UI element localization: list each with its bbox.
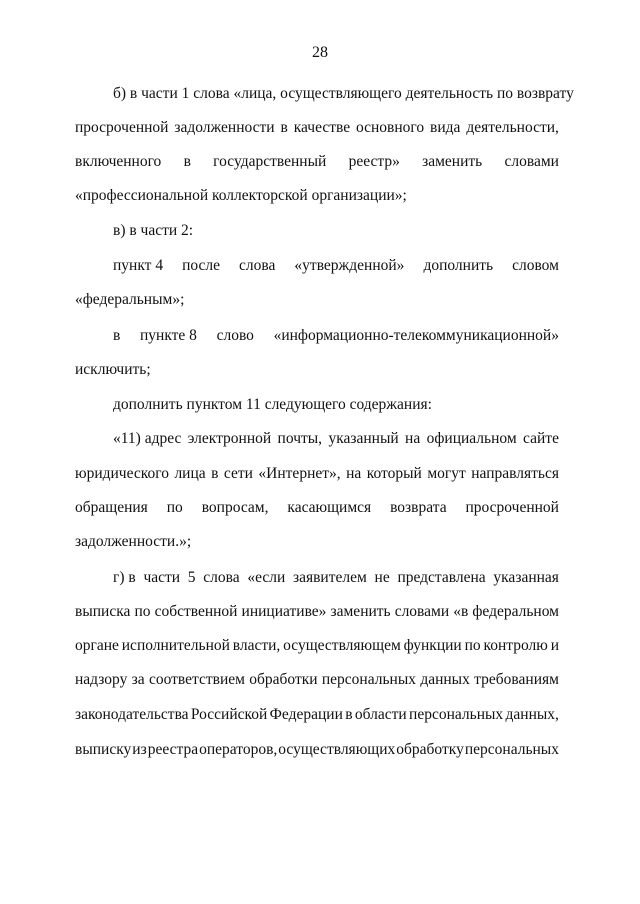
word: возврата [390, 499, 447, 516]
word: направляться [471, 465, 559, 482]
word: не [374, 569, 390, 586]
text-line-15 [113, 568, 559, 588]
word: заменить [330, 603, 391, 620]
word: надзору [75, 671, 128, 688]
text-line-10: дополнить пунктом 11 следующего содержания: [113, 396, 432, 413]
word: словами [394, 603, 450, 620]
word: «утвержденной» [294, 257, 405, 274]
word: инициативе» [241, 603, 327, 620]
word: «11) адрес [113, 430, 182, 447]
word: просроченной [465, 499, 559, 516]
word: качестве [293, 119, 351, 136]
text-line-16 [75, 602, 559, 622]
word: «Интернет», [258, 465, 341, 482]
word: словами [504, 153, 559, 170]
text-line-6 [113, 256, 559, 276]
text-line-8 [113, 326, 559, 346]
word: указанная [493, 569, 559, 586]
word: части [143, 569, 181, 586]
word: обработки [249, 671, 318, 688]
word: словом [512, 257, 559, 274]
word: и [550, 637, 559, 654]
word: заявителем [292, 569, 367, 586]
word: по [134, 603, 151, 620]
text-line-1: б) в части 1 слова «лица, осуществляющего деятельность по возврату [113, 85, 574, 102]
word: могут [427, 465, 466, 482]
word: в [280, 119, 288, 136]
word: после [182, 257, 221, 274]
word: слова [239, 257, 276, 274]
word: осуществляющих [278, 741, 396, 758]
text-line-5: в) в части 2: [113, 222, 194, 239]
word: обработку [396, 741, 464, 758]
word: пункте 8 [139, 327, 197, 344]
word: требованиям [474, 671, 559, 688]
word: в [211, 465, 219, 482]
word: «в [453, 603, 469, 620]
word: лица [174, 465, 206, 482]
word: соответствием [148, 671, 245, 688]
word: выписку [75, 741, 132, 758]
word: представлена [397, 569, 486, 586]
text-line-12 [75, 464, 559, 484]
word: на [405, 430, 421, 447]
word: персональных [409, 706, 504, 723]
text-line-20 [75, 740, 559, 760]
text-line-9: исключить; [75, 361, 151, 378]
word: Российской [190, 706, 268, 723]
word: дополнить [423, 257, 494, 274]
word: г) в [113, 569, 136, 586]
word: включенного [75, 153, 162, 170]
text-line-17 [75, 636, 559, 656]
word: осуществляющем [283, 637, 401, 654]
word: просроченной [75, 119, 169, 136]
text-line-7: «федеральным»; [75, 291, 185, 308]
word: указанный [328, 430, 399, 447]
word: вида [430, 119, 461, 136]
text-line-3 [75, 152, 559, 172]
word: на [346, 465, 362, 482]
word: данных, [505, 706, 559, 723]
word: основного [356, 119, 425, 136]
word: слово [216, 327, 254, 344]
word: деятельности, [466, 119, 559, 136]
word: по [464, 637, 481, 654]
word: из [132, 741, 147, 758]
word: в [183, 153, 191, 170]
word: реестр» [348, 153, 400, 170]
word: почты, [277, 430, 323, 447]
word: федеральном [472, 603, 559, 620]
word: за [131, 671, 145, 688]
word: официальном [426, 430, 517, 447]
word: власти, [232, 637, 281, 654]
word: 5 [187, 569, 196, 586]
word: выписка [75, 603, 131, 620]
text-line-2 [75, 118, 559, 138]
word: обращения [75, 499, 148, 516]
text-line-11 [113, 429, 559, 449]
word: в [113, 327, 121, 344]
word: электронной [187, 430, 272, 447]
word: государственный [213, 153, 327, 170]
text-line-13 [75, 498, 559, 518]
word: персональных [464, 741, 559, 758]
text-line-19 [75, 705, 559, 725]
word: в [345, 706, 353, 723]
word: функции [403, 637, 462, 654]
word: сети [223, 465, 253, 482]
word: исполнительной [121, 637, 230, 654]
word: пункт 4 [113, 257, 164, 274]
word: органе [75, 637, 119, 654]
word: «если [247, 569, 286, 586]
word: задолженности [174, 119, 275, 136]
word: персональных [321, 671, 417, 688]
word: касающимся [287, 499, 372, 516]
word: законодательства [75, 706, 189, 723]
word: Федерации [269, 706, 343, 723]
word: по [166, 499, 183, 516]
word: реестра [147, 741, 199, 758]
word: данных [420, 671, 470, 688]
text-line-18 [75, 670, 559, 690]
page-number: 28 [312, 44, 328, 61]
word: контролю [483, 637, 548, 654]
word: который [366, 465, 422, 482]
word: сайте [523, 430, 559, 447]
word: собственной [154, 603, 238, 620]
word: юридического [75, 465, 169, 482]
text-line-4: «профессиональной коллекторской организации»; [75, 187, 407, 204]
word: «информационно-телекоммуникационной» [273, 327, 559, 344]
word: операторов, [199, 741, 278, 758]
text-line-14: задолженности.»; [75, 533, 192, 550]
word: вопросам, [201, 499, 269, 516]
word: заменить [422, 153, 483, 170]
word: слова [203, 569, 240, 586]
word: области [354, 706, 407, 723]
